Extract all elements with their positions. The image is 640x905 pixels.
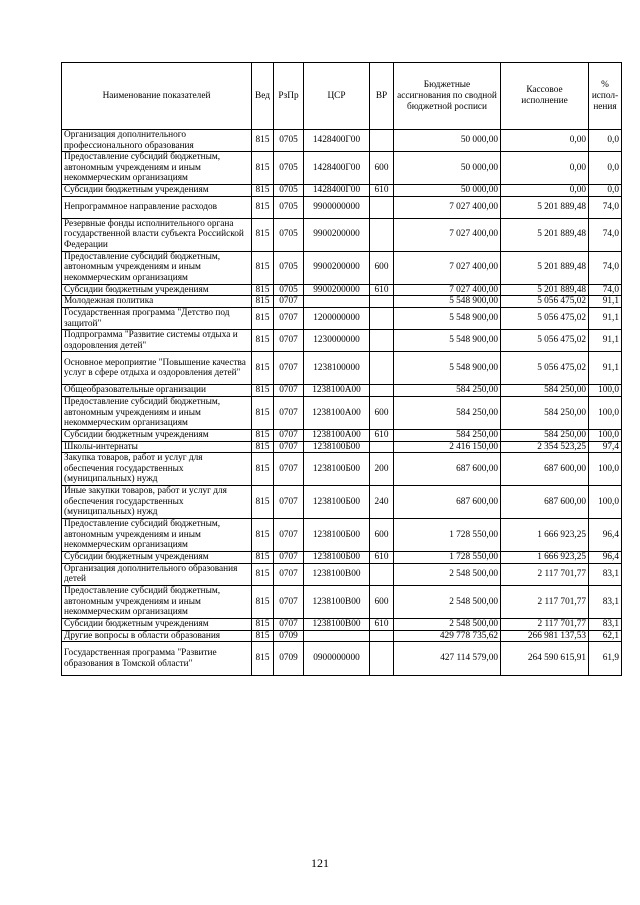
header-rzpr: РзПр [274,63,304,130]
row-assigned: 7 027 400,00 [394,251,501,284]
row-csr: 1238100Б00 [304,552,370,564]
row-pct: 83,1 [589,563,622,585]
row-name: Другие вопросы в области образования [62,630,252,642]
row-csr: 1428400Г00 [304,185,370,197]
row-name: Субсидии бюджетным учреждениям [62,552,252,564]
row-rzpr: 0705 [274,251,304,284]
row-vr [370,642,394,676]
row-csr: 1238100Б00 [304,486,370,519]
row-rzpr: 0707 [274,352,304,385]
table-row [62,642,622,676]
row-csr: 1238100А00 [304,429,370,441]
row-cash: 2 117 701,77 [501,585,589,618]
row-rzpr: 0707 [274,385,304,397]
row-assigned: 2 548 500,00 [394,585,501,618]
row-name: Непрограммное направление расходов [62,196,252,218]
table-row [62,196,622,218]
row-vr [370,563,394,585]
row-rzpr: 0707 [274,453,304,486]
row-name: Субсидии бюджетным учреждениям [62,284,252,296]
row-csr: 1238100Б00 [304,441,370,453]
row-vr [370,130,394,152]
row-vr: 610 [370,284,394,296]
row-cash: 5 201 889,48 [501,218,589,251]
table-row [62,307,622,329]
row-ved: 815 [252,218,274,251]
page-number: 121 [311,856,329,870]
row-csr: 1238100Б00 [304,453,370,486]
table-row [62,130,622,152]
row-pct: 96,4 [589,519,622,552]
row-cash: 2 354 523,25 [501,441,589,453]
row-name: Организация дополнительного профессионального образования [62,130,252,152]
header-csr: ЦСР [304,63,370,130]
row-rzpr: 0707 [274,486,304,519]
row-cash: 584 250,00 [501,429,589,441]
row-csr: 9900200000 [304,218,370,251]
row-pct: 74,0 [589,251,622,284]
row-ved: 815 [252,330,274,352]
row-name: Общеобразовательные организации [62,385,252,397]
table-row [62,396,622,429]
row-rzpr: 0705 [274,152,304,185]
row-assigned: 7 027 400,00 [394,284,501,296]
row-ved: 815 [252,585,274,618]
row-ved: 815 [252,251,274,284]
row-ved: 815 [252,630,274,642]
row-pct: 100,0 [589,429,622,441]
row-assigned: 2 416 150,00 [394,441,501,453]
row-pct: 91,1 [589,307,622,329]
row-rzpr: 0709 [274,642,304,676]
budget-execution-table [61,62,622,676]
table-body [62,130,622,676]
table-row [62,330,622,352]
row-rzpr: 0705 [274,185,304,197]
row-ved: 815 [252,519,274,552]
row-cash: 5 201 889,48 [501,196,589,218]
row-vr: 600 [370,251,394,284]
table-row [62,185,622,197]
row-pct: 100,0 [589,396,622,429]
row-name: Школы-интернаты [62,441,252,453]
table-header-row [62,63,622,130]
row-assigned: 7 027 400,00 [394,196,501,218]
table-row [62,585,622,618]
row-assigned: 429 778 735,62 [394,630,501,642]
row-ved: 815 [252,352,274,385]
row-assigned: 1 728 550,00 [394,519,501,552]
header-ved: Вед [252,63,274,130]
row-rzpr: 0705 [274,218,304,251]
row-vr [370,218,394,251]
row-rzpr: 0707 [274,618,304,630]
row-pct: 91,1 [589,352,622,385]
row-pct: 100,0 [589,486,622,519]
row-name: Субсидии бюджетным учреждениям [62,618,252,630]
row-name: Организация дополнительного образования детей [62,563,252,585]
row-name: Закупка товаров, работ и услуг для обеспечения государственных (муниципальных) нужд [62,453,252,486]
row-ved: 815 [252,296,274,308]
table-row [62,453,622,486]
row-csr: 1238100Б00 [304,519,370,552]
row-cash: 687 600,00 [501,486,589,519]
row-assigned: 50 000,00 [394,130,501,152]
row-vr [370,307,394,329]
row-name: Субсидии бюджетным учреждениям [62,185,252,197]
row-vr [370,441,394,453]
row-cash: 5 056 475,02 [501,352,589,385]
row-assigned: 5 548 900,00 [394,352,501,385]
row-pct: 83,1 [589,585,622,618]
row-assigned: 687 600,00 [394,486,501,519]
row-ved: 815 [252,642,274,676]
row-rzpr: 0707 [274,296,304,308]
row-vr: 610 [370,618,394,630]
row-assigned: 1 728 550,00 [394,552,501,564]
row-assigned: 50 000,00 [394,185,501,197]
row-pct: 0,0 [589,185,622,197]
row-vr [370,630,394,642]
row-assigned: 5 548 900,00 [394,296,501,308]
table-row [62,218,622,251]
row-rzpr: 0707 [274,330,304,352]
row-csr: 9900000000 [304,196,370,218]
row-ved: 815 [252,152,274,185]
table-row [62,296,622,308]
row-name: Иные закупки товаров, работ и услуг для обеспечения государственных (муниципальных) нужд [62,486,252,519]
row-cash: 1 666 923,25 [501,552,589,564]
row-cash: 0,00 [501,152,589,185]
row-cash: 5 056 475,02 [501,307,589,329]
row-pct: 91,1 [589,330,622,352]
row-name: Субсидии бюджетным учреждениям [62,429,252,441]
row-vr: 200 [370,453,394,486]
row-pct: 62,1 [589,630,622,642]
row-cash: 5 056 475,02 [501,330,589,352]
row-name: Предоставление субсидий бюджетным, автономным учреждениям и иным некоммерческим организациям [62,519,252,552]
row-rzpr: 0707 [274,396,304,429]
row-csr: 1230000000 [304,330,370,352]
row-ved: 815 [252,441,274,453]
row-cash: 584 250,00 [501,396,589,429]
row-vr: 240 [370,486,394,519]
row-vr: 610 [370,185,394,197]
row-cash: 2 117 701,77 [501,618,589,630]
row-cash: 687 600,00 [501,453,589,486]
row-cash: 0,00 [501,185,589,197]
row-assigned: 2 548 500,00 [394,563,501,585]
row-ved: 815 [252,453,274,486]
row-name: Молодежная политика [62,296,252,308]
table-row [62,251,622,284]
row-vr: 600 [370,585,394,618]
row-name: Подпрограмма "Развитие системы отдыха и оздоровления детей" [62,330,252,352]
row-vr [370,296,394,308]
row-pct: 100,0 [589,385,622,397]
row-ved: 815 [252,130,274,152]
row-ved: 815 [252,385,274,397]
row-cash: 2 117 701,77 [501,563,589,585]
row-ved: 815 [252,396,274,429]
row-pct: 96,4 [589,552,622,564]
table-row [62,385,622,397]
table-row [62,352,622,385]
row-rzpr: 0707 [274,519,304,552]
table-row [62,519,622,552]
row-ved: 815 [252,429,274,441]
row-pct: 97,4 [589,441,622,453]
row-name: Основное мероприятие "Повышение качества услуг в сфере отдыха и оздоровления детей" [62,352,252,385]
row-ved: 815 [252,486,274,519]
table-row [62,429,622,441]
row-name: Предоставление субсидий бюджетным, автономным учреждениям и иным некоммерческим организациям [62,251,252,284]
row-csr: 1238100В00 [304,618,370,630]
row-name: Предоставление субсидий бюджетным, автономным учреждениям и иным некоммерческим организациям [62,585,252,618]
row-pct: 74,0 [589,196,622,218]
row-assigned: 687 600,00 [394,453,501,486]
row-pct: 83,1 [589,618,622,630]
row-vr: 610 [370,429,394,441]
row-assigned: 584 250,00 [394,385,501,397]
row-csr: 9900200000 [304,284,370,296]
row-ved: 815 [252,196,274,218]
row-csr: 1238100А00 [304,385,370,397]
row-csr: 1428400Г00 [304,152,370,185]
row-name: Резервные фонды исполнительного органа государственной власти субъекта Российской Федерации [62,218,252,251]
row-csr: 1238100В00 [304,585,370,618]
row-name: Государственная программа "Развитие образования в Томской области" [62,642,252,676]
row-csr [304,630,370,642]
row-vr: 610 [370,552,394,564]
row-cash: 5 056 475,02 [501,296,589,308]
row-pct: 61,9 [589,642,622,676]
row-assigned: 427 114 579,00 [394,642,501,676]
row-pct: 0,0 [589,130,622,152]
row-csr: 1238100000 [304,352,370,385]
row-assigned: 5 548 900,00 [394,307,501,329]
row-rzpr: 0705 [274,284,304,296]
row-csr [304,296,370,308]
row-assigned: 584 250,00 [394,429,501,441]
header-vr: ВР [370,63,394,130]
row-cash: 584 250,00 [501,385,589,397]
table-row [62,152,622,185]
row-rzpr: 0705 [274,196,304,218]
table-row [62,486,622,519]
table-row [62,552,622,564]
row-cash: 5 201 889,48 [501,284,589,296]
row-pct: 0,0 [589,152,622,185]
row-cash: 5 201 889,48 [501,251,589,284]
header-assigned: Бюджетные ассигнования по сводной бюджетной росписи [394,63,501,130]
row-csr: 9900200000 [304,251,370,284]
row-name: Государственная программа "Детство под защитой" [62,307,252,329]
row-cash: 0,00 [501,130,589,152]
row-assigned: 2 548 500,00 [394,618,501,630]
table-row [62,563,622,585]
row-pct: 100,0 [589,453,622,486]
header-pct: % испол- нения [589,63,622,130]
table-row [62,630,622,642]
row-csr: 1238100В00 [304,563,370,585]
row-rzpr: 0707 [274,563,304,585]
row-cash: 1 666 923,25 [501,519,589,552]
row-ved: 815 [252,284,274,296]
row-vr [370,352,394,385]
table-row [62,441,622,453]
row-rzpr: 0707 [274,307,304,329]
row-cash: 266 981 137,53 [501,630,589,642]
row-name: Предоставление субсидий бюджетным, автономным учреждениям и иным некоммерческим организациям [62,396,252,429]
row-name: Предоставление субсидий бюджетным, автономным учреждениям и иным некоммерческим организациям [62,152,252,185]
row-pct: 91,1 [589,296,622,308]
row-cash: 264 590 615,91 [501,642,589,676]
row-csr: 0900000000 [304,642,370,676]
row-rzpr: 0707 [274,441,304,453]
row-ved: 815 [252,185,274,197]
row-rzpr: 0709 [274,630,304,642]
row-pct: 74,0 [589,218,622,251]
row-vr: 600 [370,519,394,552]
row-assigned: 5 548 900,00 [394,330,501,352]
row-vr: 600 [370,396,394,429]
row-rzpr: 0707 [274,585,304,618]
row-csr: 1200000000 [304,307,370,329]
row-csr: 1238100А00 [304,396,370,429]
header-name: Наименование показателей [62,63,252,130]
row-assigned: 50 000,00 [394,152,501,185]
row-csr: 1428400Г00 [304,130,370,152]
row-rzpr: 0707 [274,552,304,564]
row-rzpr: 0705 [274,130,304,152]
row-pct: 74,0 [589,284,622,296]
row-assigned: 584 250,00 [394,396,501,429]
row-ved: 815 [252,552,274,564]
row-ved: 815 [252,307,274,329]
row-ved: 815 [252,563,274,585]
row-assigned: 7 027 400,00 [394,218,501,251]
row-rzpr: 0707 [274,429,304,441]
row-vr [370,196,394,218]
row-ved: 815 [252,618,274,630]
table-row [62,618,622,630]
row-vr: 600 [370,152,394,185]
row-vr [370,385,394,397]
row-vr [370,330,394,352]
header-cash: Кассовое исполнение [501,63,589,130]
table-row [62,284,622,296]
